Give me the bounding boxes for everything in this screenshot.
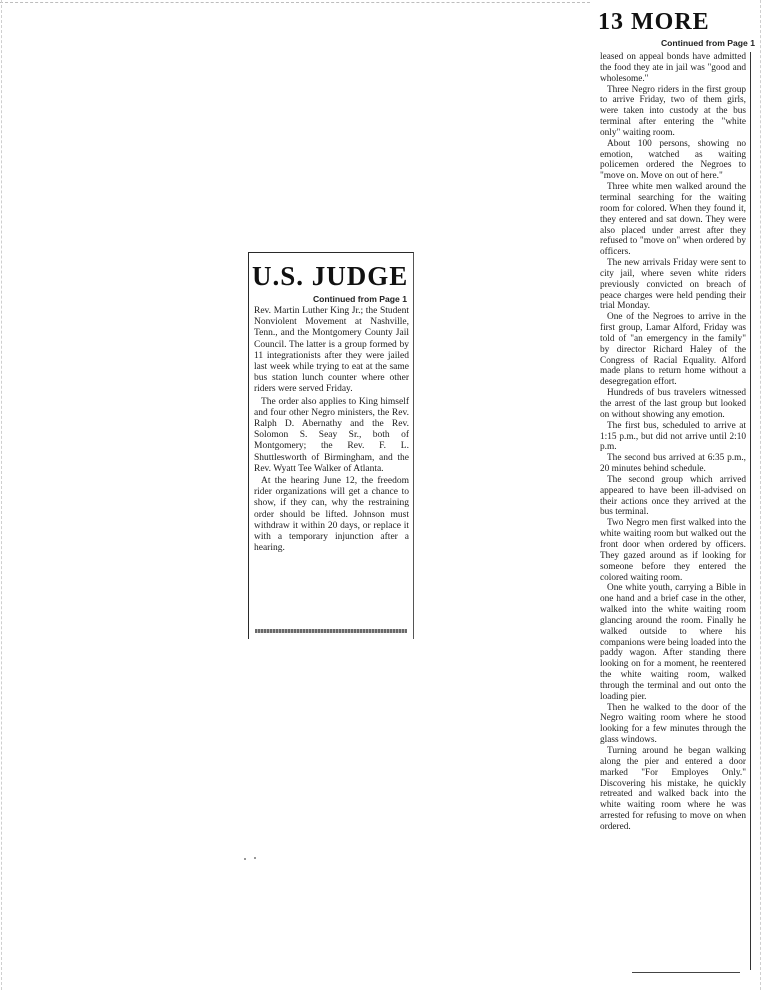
13-more-clipping xyxy=(592,6,755,984)
article-paragraph: Three white men walked around the terminal searching for the waiting room for colored. When they found it, they entered and sat down. They were also placed under arrest after they refused to "move on" when ordered by officers. xyxy=(600,182,746,258)
scan-speck xyxy=(244,858,246,860)
article-paragraph: One of the Negroes to arrive in the first group, Lamar Alford, Friday was told of "an emergency in the family" by director Richard Haley of the Congress of Racial Equality. Alford made plans to return home without a desegregation effort. xyxy=(600,312,746,388)
13-more-body xyxy=(598,52,750,833)
scan-edge-top xyxy=(0,2,590,3)
article-paragraph: The new arrivals Friday were sent to city jail, where seven white riders previously convicted on breach of peace charges were held pending their trial Monday. xyxy=(600,258,746,312)
clipping-bottom-rule xyxy=(255,629,407,633)
article-paragraph: The first bus, scheduled to arrive at 1:15 p.m., but did not arrive until 2:10 p.m. xyxy=(600,420,746,453)
us-judge-clipping xyxy=(248,252,414,639)
article-paragraph: Then he walked to the door of the Negro waiting room where he stood looking for a few minutes through the glass windows. xyxy=(600,702,746,746)
article-paragraph: Hundreds of bus travelers witnessed the arrest of the last group but looked on without showing any emotion. xyxy=(600,388,746,420)
continued-from-page-label: Continued from Page 1 xyxy=(660,38,755,48)
article-paragraph: The second group which arrived appeared to have been ill-advised on their actions once they arrived at the bus terminal. xyxy=(600,474,746,518)
article-paragraph: About 100 persons, showing no emotion, watched as waiting policemen ordered the Negroes to "move on. Move on out of here." xyxy=(600,138,746,182)
13-more-headline: 13 MORE xyxy=(598,9,710,35)
article-paragraph: The second bus arrived at 6:35 p.m., 20 minutes behind schedule. xyxy=(600,453,746,475)
us-judge-headline: U.S. JUDGE xyxy=(252,261,409,291)
article-paragraph: The order also applies to King himself and four other Negro ministers, the Rev. Ralph D. Abernathy and the Rev. Solomon S. Seay Sr., both of Montgomery; the Rev. F. L. Shuttlesworth of Birmingham, and the Rev. Wyatt Tee Walker of Atlanta. xyxy=(254,396,409,474)
article-paragraph: leased on appeal bonds have admitted the food they ate in jail was "good and wholesome." xyxy=(600,52,746,84)
us-judge-body xyxy=(249,306,413,554)
scan-edge-left xyxy=(1,0,2,990)
article-paragraph: Two Negro men first walked into the white waiting room but walked out the front door when ordered by officers. They gazed around as if looking for someone before they entered the colored waiting room. xyxy=(600,518,746,583)
article-paragraph: Turning around he began walking along the pier and entered a door marked "For Employes Only." Discovering his mistake, he quickly retreated and walked back into the white waiting room where he was arrested for refusing to move on when ordered. xyxy=(600,746,746,832)
scan-edge-right xyxy=(760,0,761,990)
article-paragraph: At the hearing June 12, the freedom rider organizations will get a chance to show, if they can, why the restraining order should be lifted. Johnson must withdraw it within 20 days, or replace it with a temporary injunction after a hearing. xyxy=(254,476,409,554)
continued-from-page-label: Continued from Page 1 xyxy=(312,294,407,304)
article-paragraph: One white youth, carrying a Bible in one hand and a brief case in the other, walked into the white waiting room glancing around the room. Finally he walked outside to where his companions were being loaded into the paddy wagon. After standing there looking on for a moment, he reentered the white waiting room, walked through the terminal and out onto the loading pier. xyxy=(600,583,746,702)
scan-speck xyxy=(254,857,256,859)
clipping-bottom-rule xyxy=(632,972,740,973)
13-more-column xyxy=(598,52,751,970)
article-paragraph: Three Negro riders in the first group to arrive Friday, two of them girls, were taken into custody at the bus terminal after entering the "white only" waiting room. xyxy=(600,84,746,138)
article-paragraph: Rev. Martin Luther King Jr.; the Student Nonviolent Movement at Nashville, Tenn., and the Montgomery County Jail Council. The latter is a group formed by 11 integrationists after they were jailed last week while trying to eat at the same bus station lunch counter where other riders were served Friday. xyxy=(254,306,409,395)
